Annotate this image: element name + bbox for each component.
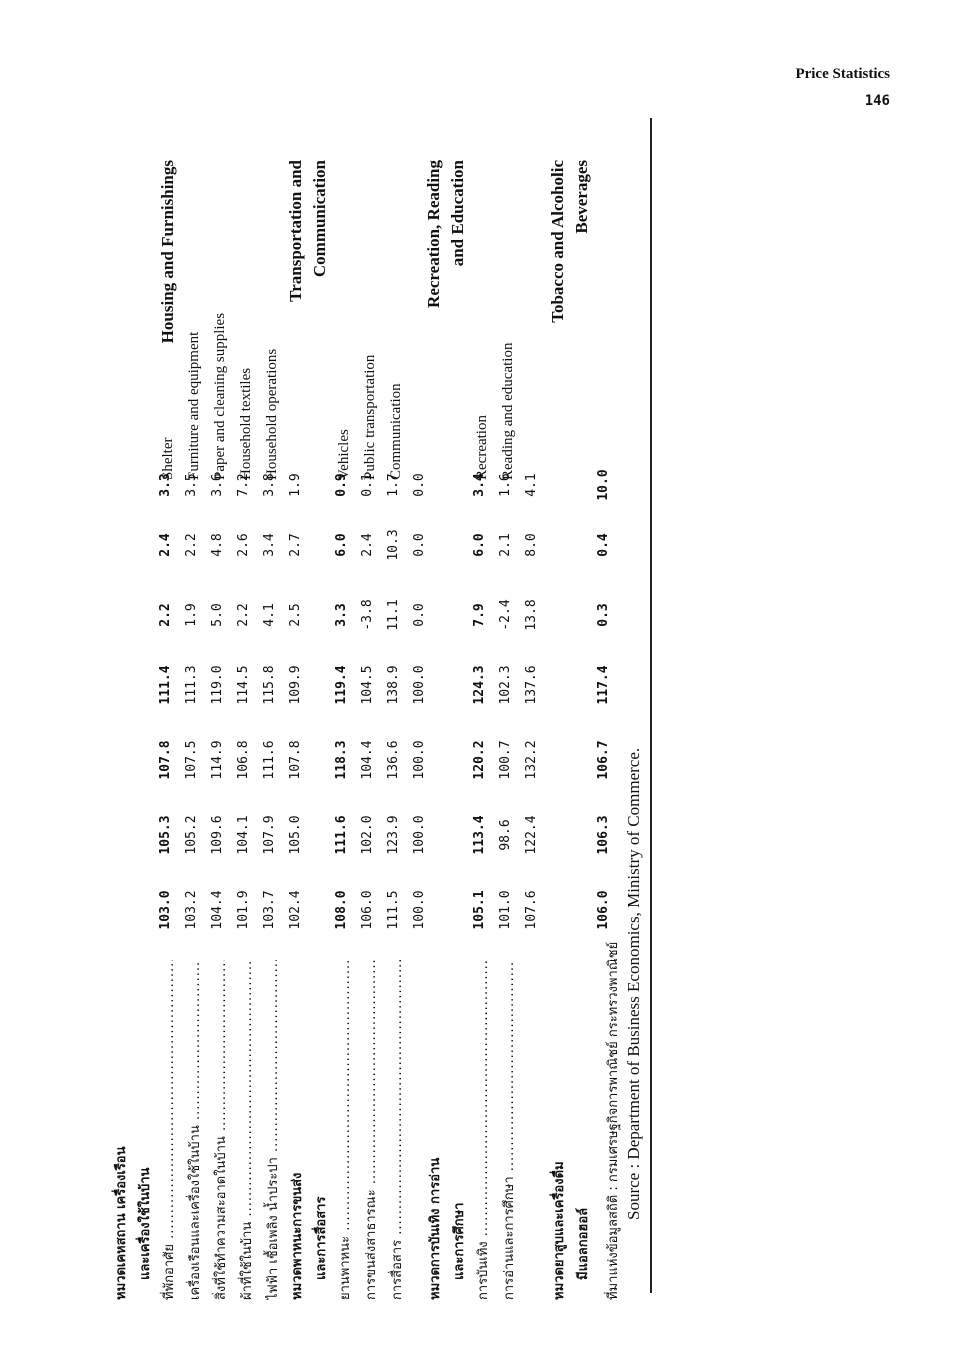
index-value: 7.2 <box>236 473 251 497</box>
index-value: 111.6 <box>262 740 277 780</box>
index-value: -2.4 <box>498 599 513 631</box>
group-title-thai: หมวดการบันเทิง การอ่าน <box>428 1157 443 1300</box>
index-value: 3.6 <box>210 473 225 497</box>
index-value: 100.0 <box>412 890 427 930</box>
index-value: 102.0 <box>360 815 375 855</box>
group-title-thai: และการสื่อสาร <box>314 1196 329 1280</box>
index-value: 0.4 <box>596 533 611 557</box>
group-title-eng: Recreation, Reading <box>424 160 443 308</box>
index-value: 101.9 <box>236 890 251 930</box>
index-value: 111.6 <box>334 815 349 855</box>
index-value: 2.2 <box>158 603 173 627</box>
index-value: 115.8 <box>262 665 277 705</box>
row-label-eng: Public transportation <box>362 354 378 480</box>
index-value: 120.2 <box>472 740 487 780</box>
group-title-thai: และเครื่องใช้ในบ้าน <box>138 1167 153 1280</box>
index-value: 100.0 <box>412 665 427 705</box>
index-value: -3.8 <box>360 599 375 631</box>
index-value: 111.5 <box>386 890 401 930</box>
index-value: 136.6 <box>386 740 401 780</box>
group-title-thai: หมวดเคหสถาน เครื่องเรือน <box>114 1146 129 1300</box>
index-value: 1.6 <box>498 473 513 497</box>
index-value: 122.4 <box>524 815 539 855</box>
index-value: 119.4 <box>334 665 349 705</box>
group-title-thai: มีแอลกอฮอล์ <box>576 1207 591 1280</box>
index-value: 109.9 <box>288 665 303 705</box>
row-label-eng: Recreation <box>474 415 490 480</box>
index-value: 102.4 <box>288 890 303 930</box>
index-value: 6.0 <box>472 533 487 557</box>
index-value: 4.1 <box>262 603 277 627</box>
index-value: 105.2 <box>184 815 199 855</box>
row-label-eng: Furniture and equipment <box>186 331 202 480</box>
index-value: 3.5 <box>184 473 199 497</box>
index-value: 2.2 <box>236 603 251 627</box>
index-value: 7.9 <box>472 603 487 627</box>
price-index-table <box>90 150 650 1300</box>
index-value: 117.4 <box>596 665 611 705</box>
index-value: 107.8 <box>288 740 303 780</box>
index-value: 103.7 <box>262 890 277 930</box>
index-value: 103.2 <box>184 890 199 930</box>
column-divider <box>650 118 652 1293</box>
index-value: 101.0 <box>498 890 513 930</box>
index-value: 3.4 <box>262 533 277 557</box>
index-value: 111.3 <box>184 665 199 705</box>
row-label-eng: Reading and education <box>500 342 516 480</box>
index-value: 106.0 <box>596 890 611 930</box>
index-value: 107.6 <box>524 890 539 930</box>
index-value: 0.0 <box>412 603 427 627</box>
index-value: 10.0 <box>596 469 611 501</box>
index-value: 0.0 <box>412 533 427 557</box>
index-value: 114.5 <box>236 665 251 705</box>
index-value: 11.1 <box>386 599 401 631</box>
page-header-title: Price Statistics <box>795 66 890 82</box>
index-value: 104.1 <box>236 815 251 855</box>
index-value: 10.3 <box>386 529 401 561</box>
index-value: 100.0 <box>412 740 427 780</box>
index-value: 3.3 <box>334 603 349 627</box>
index-value: 1.9 <box>184 603 199 627</box>
index-value: 107.8 <box>158 740 173 780</box>
row-label-thai: ผ้าที่ใช้ในบ้าน ..... <box>236 960 257 1300</box>
group-title-eng: and Education <box>448 160 467 267</box>
index-value: 3.3 <box>158 473 173 497</box>
index-value: 104.4 <box>360 740 375 780</box>
index-value: 100.0 <box>412 815 427 855</box>
row-label-thai: ไฟฟ้า เชื้อเพลิง น้ำประปา ..... <box>262 960 283 1300</box>
index-value: 4.1 <box>524 473 539 497</box>
index-value: 137.6 <box>524 665 539 705</box>
index-value: 4.8 <box>210 533 225 557</box>
index-value: 1.9 <box>288 473 303 497</box>
index-value: 5.0 <box>210 603 225 627</box>
row-label-eng: Vehicles <box>336 429 352 480</box>
row-label-eng: Household textiles <box>238 367 254 480</box>
index-value: 0.9 <box>334 473 349 497</box>
index-value: 102.3 <box>498 665 513 705</box>
index-value: 106.3 <box>596 815 611 855</box>
row-label-thai: การบันเทิง ..... <box>472 960 493 1300</box>
index-value: 105.3 <box>158 815 173 855</box>
index-value: 118.3 <box>334 740 349 780</box>
index-value: 2.1 <box>498 533 513 557</box>
row-label-thai: เครื่องเรือนและเครื่องใช้ในบ้าน ..... <box>184 960 205 1300</box>
group-title-eng: Housing and Furnishings <box>158 160 177 344</box>
index-value: 2.6 <box>236 533 251 557</box>
group-title-eng: Transportation and <box>286 160 305 302</box>
index-value: 113.4 <box>472 815 487 855</box>
index-value: 105.1 <box>472 890 487 930</box>
index-value: 108.0 <box>334 890 349 930</box>
index-value: 8.0 <box>524 533 539 557</box>
index-value: 111.4 <box>158 665 173 705</box>
index-value: 0.0 <box>412 473 427 497</box>
index-value: 1.7 <box>386 473 401 497</box>
index-value: 2.7 <box>288 533 303 557</box>
index-value: 6.0 <box>334 533 349 557</box>
index-value: 0.1 <box>360 473 375 497</box>
index-value: 13.8 <box>524 599 539 631</box>
index-value: 104.4 <box>210 890 225 930</box>
row-label-eng: Shelter <box>160 437 176 480</box>
source-thai: ที่มาแห่งข้อมูลสถิติ : กรมเศรษฐกิจการพาณิชย์ กระทรวงพาณิชย์ <box>606 941 621 1300</box>
row-label-eng: Paper and cleaning supplies <box>212 312 228 480</box>
index-value: 0.3 <box>596 603 611 627</box>
index-value: 100.7 <box>498 740 513 780</box>
index-value: 98.6 <box>498 819 513 851</box>
index-value: 109.6 <box>210 815 225 855</box>
index-value: 123.9 <box>386 815 401 855</box>
group-title-eng: Tobacco and Alcoholic <box>548 160 567 323</box>
index-value: 106.0 <box>360 890 375 930</box>
page-number: 146 <box>864 93 890 109</box>
index-value: 103.0 <box>158 890 173 930</box>
row-label-eng: Communication <box>388 383 404 480</box>
group-title-thai: หมวดพาหนะการขนส่ง <box>290 1172 305 1300</box>
group-title-thai: หมวดยาสูบและเครื่องดื่ม <box>552 1161 567 1300</box>
index-value: 2.4 <box>360 533 375 557</box>
index-value: 106.8 <box>236 740 251 780</box>
index-value: 104.5 <box>360 665 375 705</box>
group-title-thai: และการศึกษา <box>452 1202 467 1280</box>
index-value: 2.5 <box>288 603 303 627</box>
row-label-thai: สิ่งที่ใช้ทำความสะอาดในบ้าน ..... <box>210 960 231 1300</box>
index-value: 114.9 <box>210 740 225 780</box>
row-label-thai: การขนส่งสาธารณะ ..... <box>360 960 381 1300</box>
index-value: 2.2 <box>184 533 199 557</box>
index-value: 124.3 <box>472 665 487 705</box>
group-title-eng: Beverages <box>572 160 591 234</box>
index-value: 105.0 <box>288 815 303 855</box>
index-value: 2.4 <box>158 533 173 557</box>
index-value: 138.9 <box>386 665 401 705</box>
row-label-thai: ที่พักอาศัย ..... <box>158 960 179 1300</box>
index-value: 3.8 <box>262 473 277 497</box>
index-value: 3.4 <box>472 473 487 497</box>
index-value: 107.5 <box>184 740 199 780</box>
index-value: 132.2 <box>524 740 539 780</box>
index-value: 106.7 <box>596 740 611 780</box>
row-label-thai: ยานพาหนะ ..... <box>334 960 355 1300</box>
row-label-eng: Household operations <box>264 348 280 480</box>
row-label-thai: การอ่านและการศึกษา ..... <box>498 960 519 1300</box>
index-value: 119.0 <box>210 665 225 705</box>
index-value: 107.9 <box>262 815 277 855</box>
source-english: Source : Department of Business Economics, Ministry of Commerce. <box>624 747 643 1220</box>
group-title-eng: Communication <box>310 160 329 278</box>
row-label-thai: การสื่อสาร ..... <box>386 960 407 1300</box>
